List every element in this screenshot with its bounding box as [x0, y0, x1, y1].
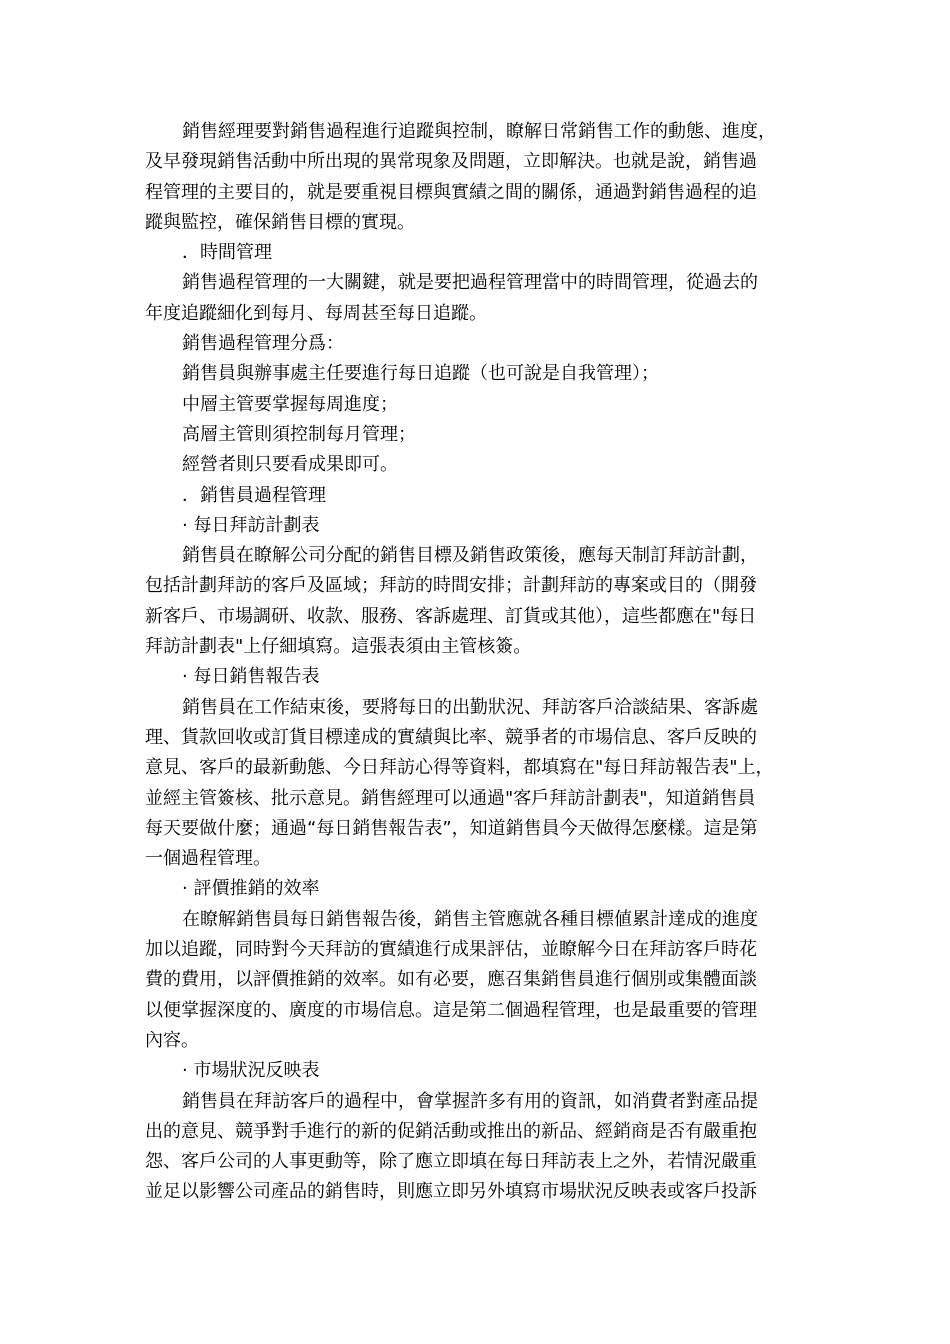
text-line: 銷售經理要對銷售過程進行追蹤與控制，瞭解日常銷售工作的動態、進度， — [182, 121, 776, 142]
text-line: 並經主管簽核、批示意見。銷售經理可以通過"客戶拜訪計劃表"，知道銷售員 — [145, 787, 756, 809]
text-line: 蹤與監控，確保銷售目標的實現。 — [145, 211, 415, 233]
text-line: · 每日銷售報告表 — [182, 666, 320, 688]
text-line: · 評價推銷的效率 — [182, 878, 320, 900]
text-line: 並足以影響公司產品的銷售時，則應立即另外填寫市場狀況反映表或客戶投訴 — [145, 1181, 757, 1203]
text-line: 每天要做什麼；通過“每日銷售報告表”，知道銷售員今天做得怎麼樣。這是第 — [145, 817, 758, 839]
text-line: 經營者則只要看成果即可。 — [182, 454, 398, 476]
text-line: 銷售員在拜訪客戶的過程中，會掌握許多有用的資訊，如消費者對產品提 — [182, 1090, 758, 1112]
text-line: 銷售過程管理分爲： — [182, 333, 344, 355]
document-body — [145, 117, 825, 1208]
text-line: 銷售過程管理的一大關鍵，就是要把過程管理當中的時間管理，從過去的 — [182, 272, 758, 294]
text-line: 在瞭解銷售員每日銷售報告後，銷售主管應就各種目標値累計達成的進度 — [182, 908, 758, 930]
text-line: 銷售員在瞭解公司分配的銷售目標及銷售政策後，應每天制訂拜訪計劃， — [182, 545, 758, 567]
text-line: 理、貨款回收或訂貨目標達成的實績與比率、競爭者的市場信息、客戶反映的 — [145, 726, 757, 748]
text-line: · 每日拜訪計劃表 — [182, 514, 320, 536]
text-line: 包括計劃拜訪的客戶及區域；拜訪的時間安排；計劃拜訪的專案或目的（開發 — [145, 575, 757, 597]
text-line: 新客戶、市場調研、收款、服務、客訴處理、訂貨或其他），這些都應在"每日 — [145, 605, 757, 627]
text-line: 年度追蹤細化到每月、每周甚至每日追蹤。 — [145, 302, 487, 324]
text-line: 中層主管要掌握每周進度； — [182, 393, 398, 415]
text-line: 內容。 — [145, 1029, 199, 1051]
text-line: 出的意見、競爭對手進行的新的促銷活動或推出的新品、經銷商是否有嚴重抱 — [145, 1120, 757, 1142]
text-line: 以便掌握深度的、廣度的市場信息。這是第二個過程管理，也是最重要的管理 — [145, 999, 757, 1021]
text-line: 及早發現銷售活動中所出現的異常現象及問題，立即解決。也就是說，銷售過 — [145, 151, 757, 173]
text-line: ．銷售員過程管理 — [182, 484, 326, 506]
text-line: 怨、客戶公司的人事更動等，除了應立即填在每日拜訪表上之外，若情況嚴重 — [145, 1151, 757, 1173]
text-line: 程管理的主要目的，就是要重視目標與實績之間的關係，通過對銷售過程的追 — [145, 181, 757, 203]
text-line: · 市場狀況反映表 — [182, 1060, 320, 1082]
text-line: 加以追蹤，同時對今天拜訪的實績進行成果評估，並瞭解今日在拜訪客戶時花 — [145, 939, 757, 961]
text-line: 銷售員在工作結束後，要將每日的出勤狀況、拜訪客戶洽談結果、客訴處 — [182, 696, 758, 718]
text-line: 高層主管則須控制每月管理； — [182, 423, 416, 445]
text-line: ．時間管理 — [182, 242, 272, 264]
text-line: 意見、客戶的最新動態、今日拜訪心得等資料，都填寫在"每日拜訪報告表"上， — [145, 757, 774, 779]
text-line: 拜訪計劃表"上仔細填寫。這張表須由主管核簽。 — [145, 636, 532, 658]
text-line: 費的費用，以評價推銷的效率。如有必要，應召集銷售員進行個別或集體面談 — [145, 969, 757, 991]
text-line: 一個過程管理。 — [145, 848, 271, 870]
text-line: 銷售員與辦事處主任要進行每日追蹤（也可說是自我管理）； — [182, 363, 659, 385]
